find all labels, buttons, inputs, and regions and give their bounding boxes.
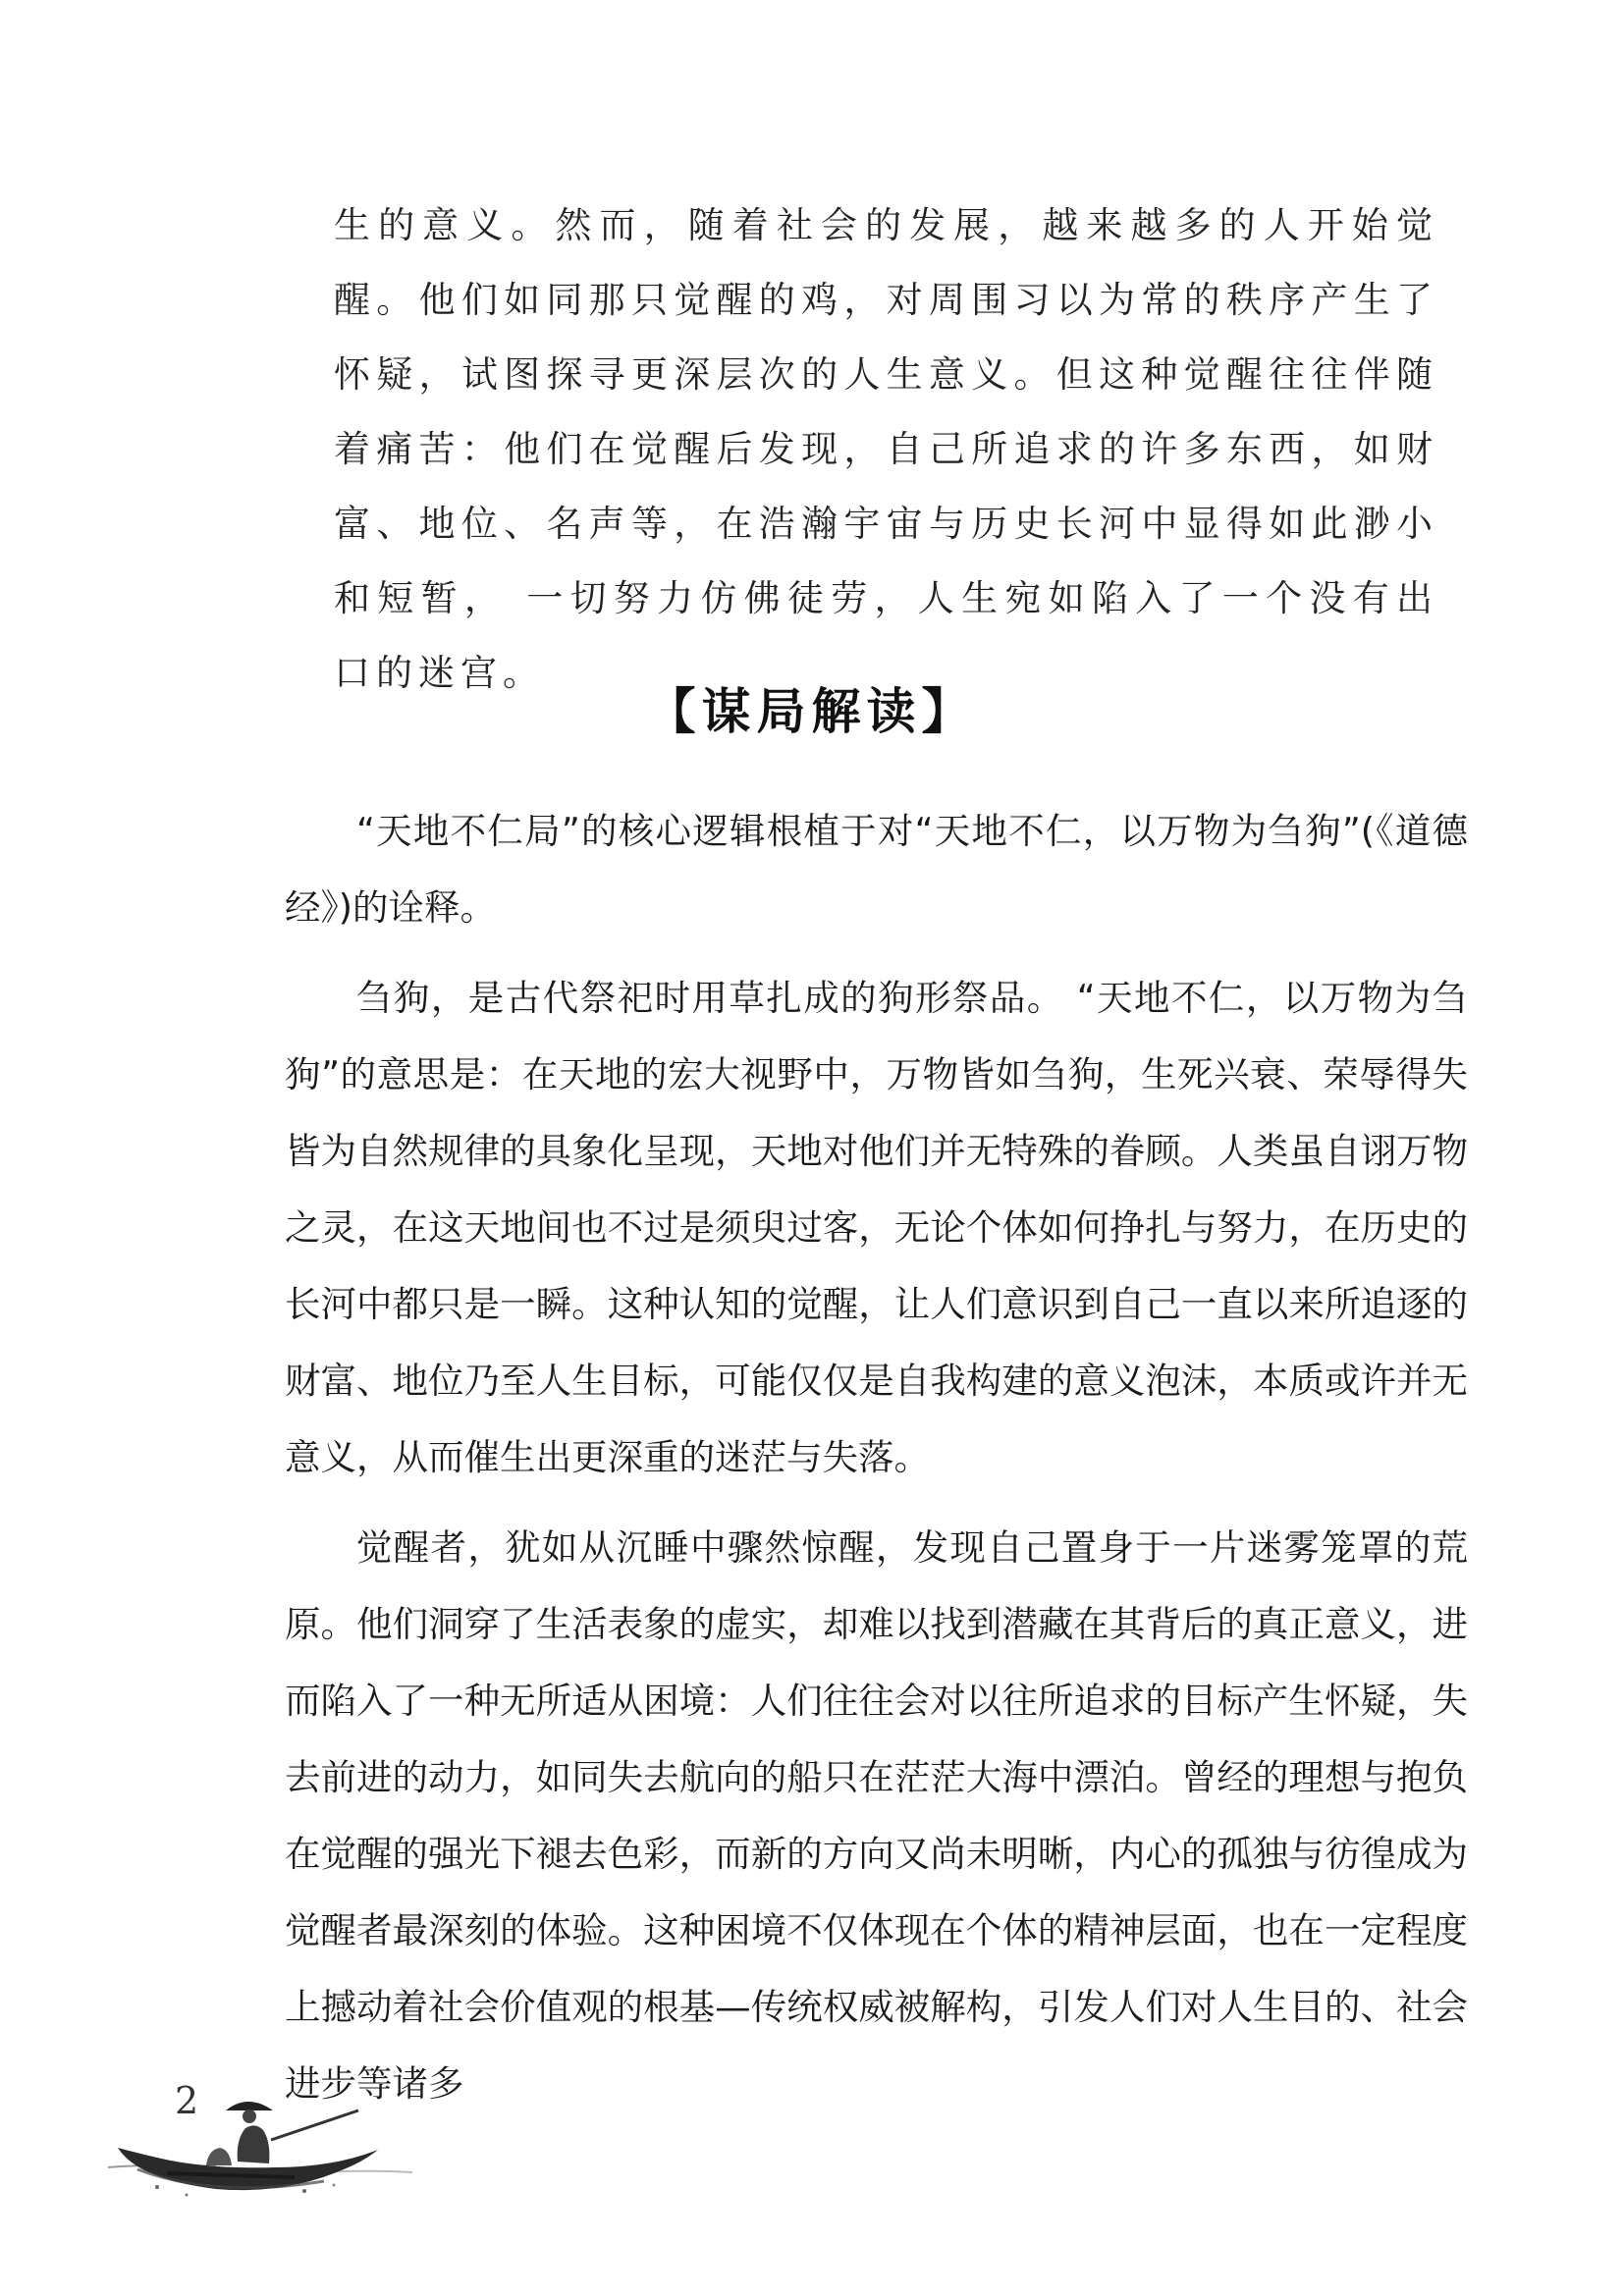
quote-paragraph: 生的意义。然而，随着社会的发展，越来越多的人开始觉醒。他们如同那只觉醒的鸡，对周围习以为常的秩序产生了怀疑，试图探寻更深层次的人生意义。但这种觉醒往往伴随着痛苦：他们在觉醒后发现，自己所追求的许多东西，如财富、地位、名声等，在浩瀚宇宙与历史长河中显得如此渺小和短暂， 一切努力仿佛徒劳，人生宛如陷入了一个没有出口的迷宫。 <box>334 204 1438 694</box>
boat-with-fisherman-icon <box>98 2071 422 2248</box>
body-paragraph-3: 觉醒者，犹如从沉睡中骤然惊醒，发现自己置身于一片迷雾笼罩的荒原。他们洞穿了生活表象的虚实，却难以找到潜藏在其背后的真正意义，进而陷入了一种无所适从困境：人们往往会对以往所追求的目标产生怀疑，失去前进的动力，如同失去航向的船只在茫茫大海中漂泊。曾经的理想与抱负在觉醒的强光下褪去色彩，而新的方向又尚未明晰，内心的孤独与彷徨成为觉醒者最深刻的体验。这种困境不仅体现在个体的精神层面，也在一定程度上撼动着社会价值观的根基—传统权威被解构，引发人们对人生目的、社会进步等诸多 <box>285 1526 1468 2105</box>
body-paragraph-2: 刍狗，是古代祭祀时用草扎成的狗形祭品。 “天地不仁，以万物为刍狗”的意思是：在天地的宏大视野中，万物皆如刍狗，生死兴衰、荣辱得失皆为自然规律的具象化呈现，天地对他们并无特殊的眷顾。人类虽自诩万物之灵，在这天地间也不过是须臾过客，无论个体如何挣扎与努力，在历史的长河中都只是一瞬。这种认知的觉醒，让人们意识到自己一直以来所追逐的财富、地位乃至人生目标，可能仅仅是自我构建的意义泡沫，本质或许并无意义，从而催生出更深重的迷茫与失落。 <box>285 977 1468 1478</box>
body-paragraph-1: “天地不仁局”的核心逻辑根植于对“天地不仁，以万物为刍狗”(《道德经》)的诠释。 <box>285 810 1468 929</box>
page-number: 2 <box>175 2079 199 2122</box>
section-title: 【谋局解读】 <box>646 683 977 740</box>
body-text <box>285 793 1468 2136</box>
